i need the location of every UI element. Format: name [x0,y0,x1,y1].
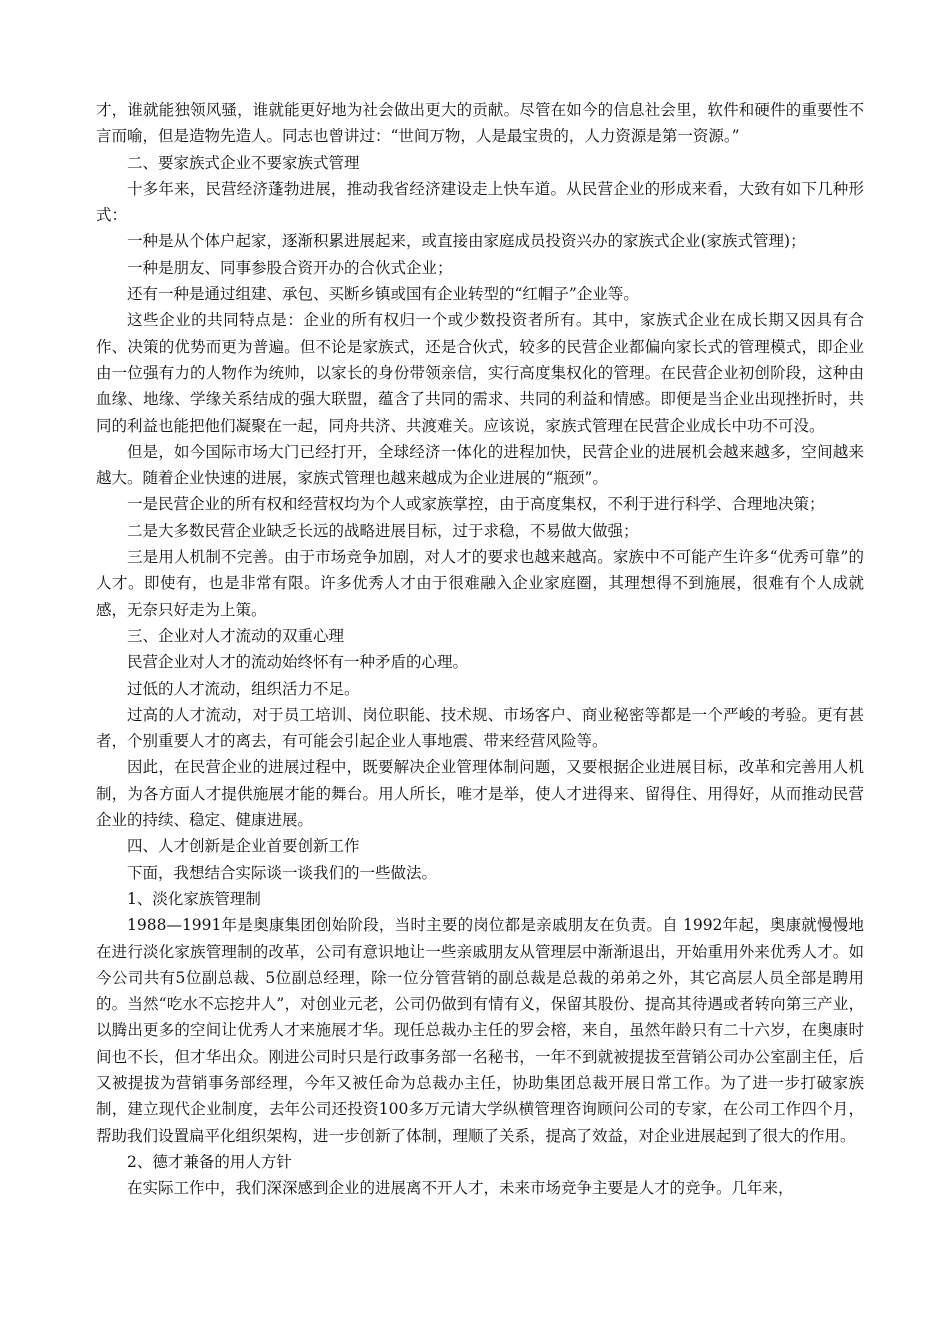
paragraph: 过低的人才流动，组织活力不足。 [127,679,360,698]
list-item: 三是用人机制不完善。由于市场竞争加剧，对人才的要求也越来越高。家族中不可能产生许多“优秀可靠”的人才。即使有，也是非常有限。许多优秀人才由于很难融入企业家庭圈，其理想得不到施展，很难有个人成就感，无奈只好走为上策。 [96,548,864,619]
subsection-heading: 1、淡化家族管理制 [127,889,261,908]
paragraph: 在实际工作中，我们深深感到企业的进展离不开人才，未来市场竞争主要是人才的竞争。几年来， [127,1179,794,1198]
paragraph: 1988—1991年是奥康集团创始阶段，当时主要的岗位都是亲戚朋友在负责。自 1992年起，奥康就慢慢地在进行淡化家族管理制的改革，公司有意识地让一些亲戚朋友从管理层中渐渐退出，开始重用外来优秀人才。如今公司共有5位副总裁、5位副总经理，除一位分管营销的副总裁是总裁的弟弟之外，其它高层人员全部是聘用的。当然“吃水不忘挖井人”，对创业元老，公司仍做到有情有义，保留其股份、提高其待遇或者转向第三产业，以腾出更多的空间让优秀人才来施展才华。现任总裁办主任的罗会榕，来自，虽然年龄只有二十六岁，在奥康时间也不长，但才华出众。刚进公司时只是行政事务部一名秘书，一年不到就被提拔至营销公司办公室副主任，后又被提拔为营销事务部经理，今年又被任命为总裁办主任，协助集团总裁开展日常工作。为了进一步打破家族制，建立现代企业制度，去年公司还投资100多万元请大学纵横管理咨询顾问公司的专家，在公司工作四个月，帮助我们设置扁平化组织架构，进一步创新了体制，理顺了关系，提高了效益，对企业进展起到了很大的作用。 [96,916,864,1145]
paragraph: 因此，在民营企业的进展过程中，既要解决企业管理体制问题，又要根据企业进展目标，改革和完善用人机制，为各方面人才提供施展才能的舞台。用人所长，唯才是举，使人才进得来、留得住、用得好，从而推动民营企业的持续、稳定、健康进展。 [96,758,864,830]
paragraph: 这些企业的共同特点是：企业的所有权归一个或少数投资者所有。其中，家族式企业在成长期又因具有合作、决策的优势而更为普遍。但不论是家族式，还是合伙式，较多的民营企业都偏向家长式的管理模式，即企业由一位强有力的人物作为统帅，以家长的身份带领亲信，实行高度集权化的管理。在民营企业初创阶段，这种由血缘、地缘、学缘关系结成的强大联盟，蕴含了共同的需求、共同的利益和情感。即便是当企业出现挫折时，共同的利益也能把他们凝聚在一起，同舟共济、共渡难关。应该说，家族式管理在民营企业成长中功不可没。 [96,311,864,435]
section-heading: 二、要家族式企业不要家族式管理 [127,153,360,172]
list-item: 一是民营企业的所有权和经营权均为个人或家族掌控，由于高度集权，不利于进行科学、合理地决策； [127,495,825,514]
paragraph: 民营企业对人才的流动始终怀有一种矛盾的心理。 [127,653,469,672]
document-page [96,97,864,1201]
list-item: 一种是从个体户起家，逐渐积累进展起来，或直接由家庭成员投资兴办的家族式企业(家族式管理)； [127,232,806,251]
paragraph: 才，谁就能独领风骚，谁就能更好地为社会做出更大的贡献。尽管在如今的信息社会里，软件和硬件的重要性不言而喻，但是造物先造人。同志也曾讲过：“世间万物，人是最宝贵的，人力资源是第一资源。” [96,101,864,146]
paragraph: 下面，我想结合实际谈一谈我们的一些做法。 [127,863,438,882]
subsection-heading: 2、德才兼备的用人方针 [127,1152,292,1171]
paragraph: 十多年来，民营经济蓬勃进展，推动我省经济建设走上快车道。从民营企业的形成来看，大致有如下几种形式： [96,179,864,225]
list-item: 二是大多数民营企业缺乏长远的战略进展目标，过于求稳，不易做大做强； [127,521,639,540]
paragraph: 过高的人才流动，对于员工培训、岗位职能、技术规、市场客户、商业秘密等都是一个严峻的考验。更有甚者，个别重要人才的离去，有可能会引起企业人事地震、带来经营风险等。 [96,705,864,751]
paragraph: 但是，如今国际市场大门已经打开，全球经济一体化的进程加快，民营企业的进展机会越来越多，空间越来越大。随着企业快速的进展，家族式管理也越来越成为企业进展的“瓶颈”。 [96,442,864,488]
section-heading: 三、企业对人才流动的双重心理 [127,626,345,645]
list-item: 还有一种是通过组建、承包、买断乡镇或国有企业转型的“红帽子”企业等。 [127,285,639,304]
list-item: 一种是朋友、同事参股合资开办的合伙式企业； [127,258,453,277]
section-heading: 四、人才创新是企业首要创新工作 [127,837,360,856]
